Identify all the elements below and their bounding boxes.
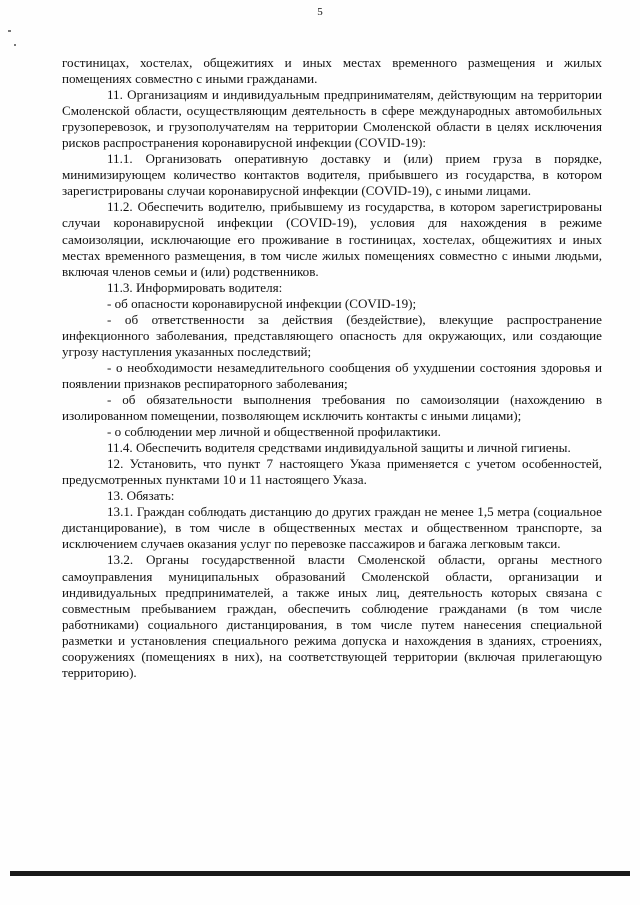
paragraph: 13.2. Органы государственной власти Смоленской области, органы местного самоуправления муниципальных образований Смоленской области, организации и индивидуальных предпринимателей, а также иных лиц, деятельность которых связана с совместным пребыванием граждан, обеспечить соблюдение гражданами (в том числе работниками) социального дистанцирования, в том числе путем нанесения специальной разметки и установления специального режима допуска и нахождения в зданиях, строениях, сооружениях (помещениях в них), на соответствующей территории (включая прилегающую территорию).	[62, 552, 602, 680]
scan-mark	[8, 30, 11, 32]
scan-bottom-edge	[10, 871, 630, 876]
document-body	[62, 55, 602, 681]
paragraph: 11. Организациям и индивидуальным предпринимателям, действующим на территории Смоленской области, осуществляющим деятельность в сфере международных автомобильных грузоперевозок, и грузополучателям на территории Смоленской области в целях исключения рисков распространения коронавирусной инфекции (COVID-19):	[62, 87, 602, 151]
paragraph: 11.2. Обеспечить водителю, прибывшему из государства, в котором зарегистрированы случаи коронавирусной инфекции (COVID-19), условия для нахождения в режиме самоизоляции, исключающие его проживание в гостиницах, хостелах, общежитиях и иных местах временного размещения, в том числе жилых помещениях совместно с иными людьми, включая членов семьи и (или) родственников.	[62, 199, 602, 279]
paragraph: 13. Обязать:	[107, 488, 175, 504]
paragraph: 11.1. Организовать оперативную доставку и (или) прием груза в порядке, минимизирующем количество контактов водителя, прибывшего из государства, в котором зарегистрированы случаи коронавирусной инфекции (COVID-19), с иными лицами.	[62, 151, 602, 199]
paragraph: 12. Установить, что пункт 7 настоящего Указа применяется с учетом особенностей, предусмотренных пунктами 10 и 11 настоящего Указа.	[62, 456, 602, 488]
list-item: - о соблюдении мер личной и общественной профилактики.	[107, 424, 441, 440]
list-item: - об обязательности выполнения требования по самоизоляции (нахождению в изолированном помещении, позволяющем исключить контакты с иными лицами);	[62, 391, 602, 424]
paragraph: 11.4. Обеспечить водителя средствами индивидуальной защиты и личной гигиены.	[107, 440, 571, 456]
scan-mark	[14, 44, 16, 46]
paragraph: гостиницах, хостелах, общежитиях и иных местах временного размещения и жилых помещениях совместно с иными гражданами.	[62, 55, 602, 87]
paragraph: 11.3. Информировать водителя:	[107, 279, 283, 295]
page-number: 5	[317, 6, 323, 18]
list-item: - о необходимости незамедлительного сообщения об ухудшении состояния здоровья и появлении признаков респираторного заболевания;	[62, 359, 602, 391]
list-item: - об опасности коронавирусной инфекции (COVID-19);	[107, 295, 417, 311]
list-item: - об ответственности за действия (бездействие), влекущие распространение инфекционного заболевания, представляющего опасность для окружающих, или создающие угрозу наступления указанных последствий;	[62, 311, 602, 359]
paragraph: 13.1. Граждан соблюдать дистанцию до других граждан не менее 1,5 метра (социальное дистанцирование), в том числе в общественных местах и общественном транспорте, за исключением случаев оказания услуг по перевозке пассажиров и багажа легковым такси.	[62, 504, 602, 552]
